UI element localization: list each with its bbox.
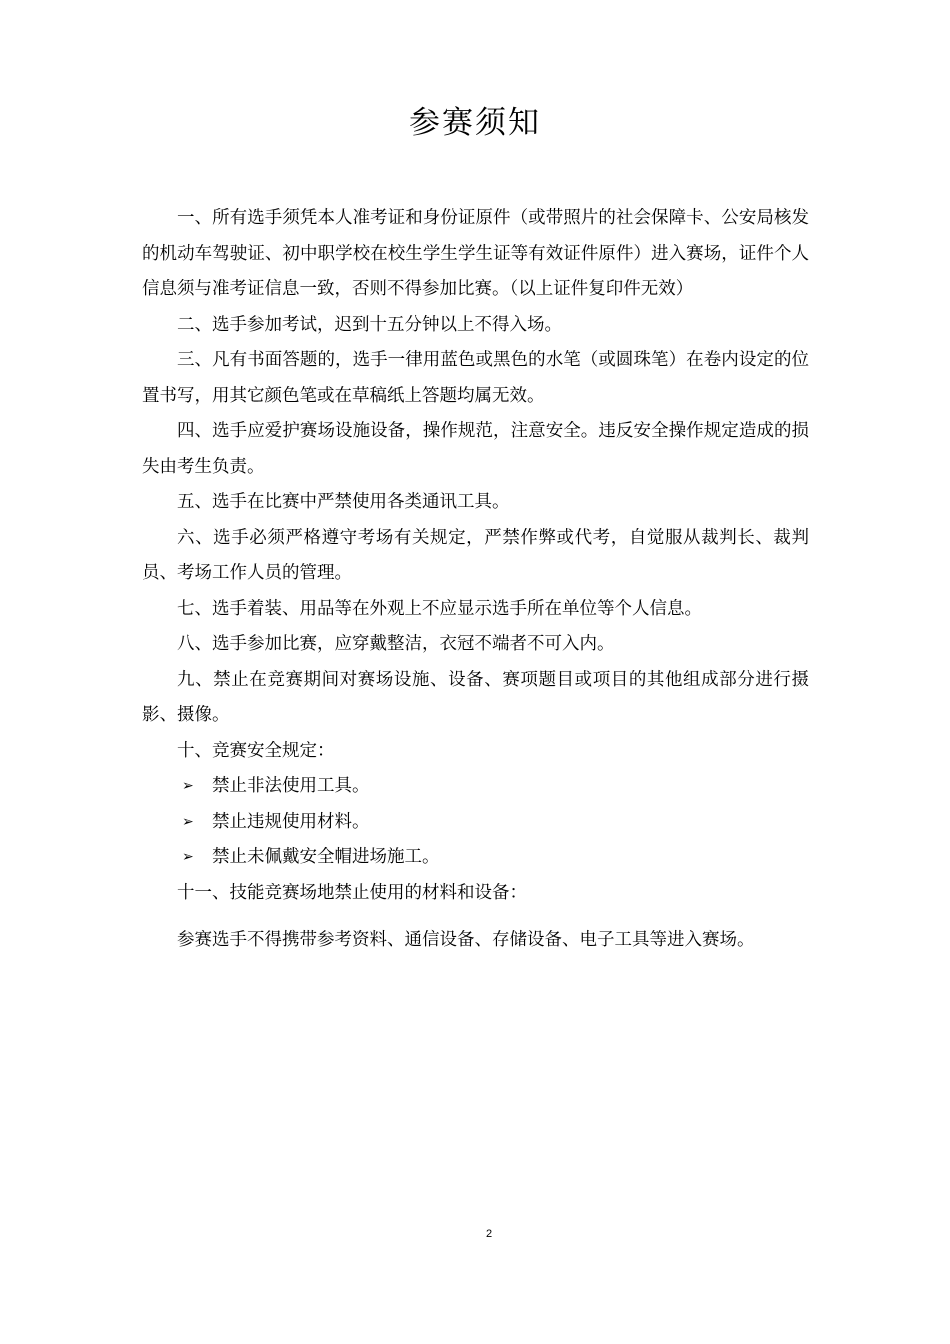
safety-rule-item [142, 840, 809, 876]
rule-paragraph-2: 二、选手参加考试，迟到十五分钟以上不得入场。 [177, 314, 562, 335]
page-number: 2 [485, 1228, 493, 1240]
rule-paragraph-10: 十、竞赛安全规定： [177, 740, 335, 761]
arrow-bullet-icon: ➢ [182, 813, 194, 830]
arrow-bullet-icon: ➢ [182, 778, 194, 794]
safety-rule-item [142, 805, 809, 841]
document-body [142, 201, 809, 959]
safety-rule-text: 禁止未佩戴安全帽进场施工。 [212, 847, 440, 867]
closing-paragraph: 参赛选手不得携带参考资料、通信设备、存储设备、电子工具等进入赛场。 [177, 930, 755, 950]
rule-paragraph-5: 五、选手在比赛中严禁使用各类通讯工具。 [177, 492, 510, 512]
page-title: 参赛须知 [409, 105, 541, 141]
rule-paragraph-8: 八、选手参加比赛，应穿戴整洁，衣冠不端者不可入内。 [177, 634, 615, 654]
safety-rule-text: 禁止违规使用材料。 [212, 811, 370, 832]
paragraph-spacer [142, 911, 809, 923]
arrow-bullet-icon: ➢ [182, 849, 194, 865]
rule-paragraph-4: 四、选手应爱护赛场设施设备，操作规范，注意安全。违反安全操作规定造成的损失由考生负责。 [142, 421, 809, 477]
rule-paragraph-11: 十一、技能竞赛场地禁止使用的材料和设备： [177, 882, 527, 903]
rule-paragraph-1: 一、所有选手须凭本人准考证和身份证原件（或带照片的社会保障卡、公安局核发的机动车驾驶证、初中职学校在校生学生学生证等有效证件原件）进入赛场，证件个人信息须与准考证信息一致，否则不得参加比赛。（以上证件复印件无效） [142, 208, 809, 299]
safety-rule-item [142, 769, 809, 805]
rule-paragraph-3: 三、凡有书面答题的，选手一律用蓝色或黑色的水笔（或圆珠笔）在卷内设定的位置书写，用其它颜色笔或在草稿纸上答题均属无效。 [142, 350, 809, 406]
safety-rule-text: 禁止非法使用工具。 [212, 776, 370, 796]
rule-paragraph-7: 七、选手着装、用品等在外观上不应显示选手所在单位等个人信息。 [177, 598, 702, 619]
rule-paragraph-9: 九、禁止在竞赛期间对赛场设施、设备、赛项题目或项目的其他组成部分进行摄影、摄像。 [142, 669, 809, 725]
rule-paragraph-6: 六、选手必须严格遵守考场有关规定，严禁作弊或代考，自觉服从裁判长、裁判员、考场工作人员的管理。 [142, 527, 809, 583]
